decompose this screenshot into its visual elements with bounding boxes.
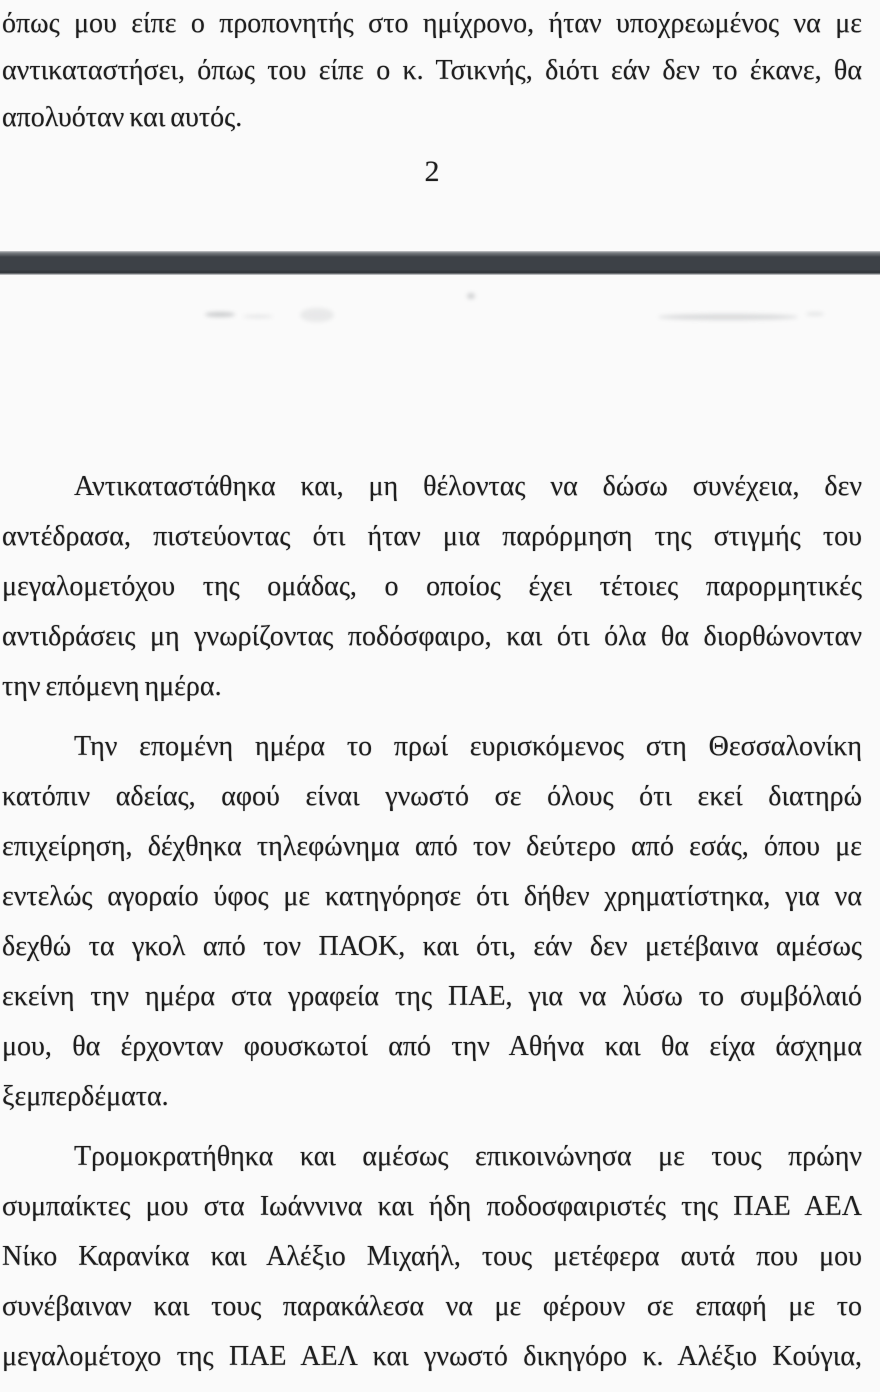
text-line: αντιδράσεις μη γνωρίζοντας ποδόσφαιρο, και ότι όλα θα διορθώνονταν xyxy=(2,621,862,652)
text-line: απολυόταν και αυτός. xyxy=(2,102,243,133)
scan-smudge xyxy=(243,315,273,318)
text-line: επιχείρηση, δέχθηκα τηλεφώνημα από τον δεύτερο από εσάς, όπου με xyxy=(2,831,862,862)
text-line: δεχθώ τα γκολ από τον ΠΑΟΚ, και ότι, εάν δεν μετέβαινα αμέσως xyxy=(2,931,862,962)
text-line: την επόμενη ημέρα. xyxy=(2,671,222,702)
scan-smudge xyxy=(205,312,235,317)
text-line: Αντικαταστάθηκα και, μη θέλοντας να δώσω συνέχεια, δεν xyxy=(74,471,862,502)
page1-text-block xyxy=(2,0,862,141)
text-line: μεγαλομετόχου της ομάδας, ο οποίος έχει τέτοιες παρορμητικές xyxy=(2,571,862,602)
page1-bottom-fragment xyxy=(2,0,862,141)
page-number: 2 xyxy=(424,155,440,188)
text-line: αντικαταστήσει, όπως του είπε ο κ. Τσικνής, διότι εάν δεν το έκανε, θα xyxy=(2,55,862,86)
text-line: ξεμπερδέματα. xyxy=(2,1081,169,1112)
text-line: Νίκο Καρανίκα και Αλέξιο Μιχαήλ, τους μετέφερα αυτά που μου xyxy=(2,1241,862,1272)
paragraph xyxy=(2,722,862,1122)
text-line: μεγαλομέτοχο της ΠΑΕ ΑΕΛ και γνωστό δικηγόρο κ. Αλέξιο Κούγια, xyxy=(2,1341,862,1372)
text-line: Την επομένη ημέρα το πρωί ευρισκόμενος στη Θεσσαλονίκη xyxy=(74,731,862,762)
text-line: κατόπιν αδείας, αφού είναι γνωστό σε όλους ότι εκεί διατηρώ xyxy=(2,781,862,812)
text-line: μου, θα έρχονταν φουσκωτοί από την Αθήνα και θα είχα άσχημα xyxy=(2,1031,862,1062)
page2-text-block xyxy=(2,462,862,1392)
scan-smudge xyxy=(658,314,798,320)
text-line: αντέδρασα, πιστεύοντας ότι ήταν μια παρόρμηση της στιγμής του xyxy=(2,521,862,552)
text-line: συμπαίκτες μου στα Ιωάννινα και ήδη ποδοσφαιριστές της ΠΑΕ ΑΕΛ xyxy=(2,1191,862,1222)
text-line: όπως μου είπε ο προπονητής στο ημίχρονο, ήταν υποχρεωμένος να με xyxy=(2,8,862,39)
page-separator-bar xyxy=(0,251,880,275)
paragraph xyxy=(2,462,862,712)
scan-smudge xyxy=(467,293,475,299)
paragraph xyxy=(2,1132,862,1382)
text-line: Τρομοκρατήθηκα και αμέσως επικοινώνησα με τους πρώην xyxy=(74,1141,862,1172)
text-line: συνέβαιναν και τους παρακάλεσα να με φέρουν σε επαφή με το xyxy=(2,1291,862,1322)
scan-smudge xyxy=(300,308,334,322)
text-line: εκείνη την ημέρα στα γραφεία της ΠΑΕ, για να λύσω το συμβόλαιό xyxy=(2,981,862,1012)
text-line: εντελώς αγοραίο ύφος με κατηγόρησε ότι δήθεν χρηματίστηκα, για να xyxy=(2,881,862,912)
scan-smudge xyxy=(806,312,824,316)
